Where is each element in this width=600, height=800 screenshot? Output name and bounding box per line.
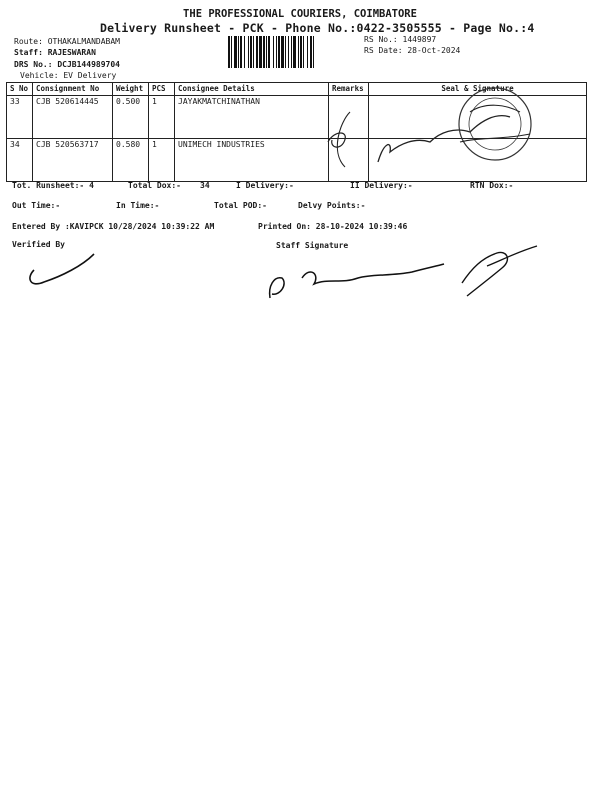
- col-header-weight: Weight: [113, 83, 149, 96]
- col-header-consignment: Consignment No: [33, 83, 113, 96]
- col-header-pcs: PCS: [149, 83, 175, 96]
- col-header-sno: S No: [7, 83, 33, 96]
- col-header-remarks: Remarks: [329, 83, 369, 96]
- rs-date: RS Date: 28-Oct-2024: [364, 46, 461, 55]
- total-dox-value: 34: [200, 181, 210, 190]
- drs-number: DRS No.: DCJB144989704: [14, 60, 120, 69]
- cell-weight: 0.580: [113, 139, 149, 182]
- staff-signature-label: Staff Signature: [276, 241, 349, 250]
- route-label: Route: OTHAKALMANDABAM: [14, 37, 120, 46]
- barcode: [228, 36, 356, 68]
- ii-delivery: II Delivery:-: [350, 181, 413, 190]
- verified-by-label: Verified By: [12, 240, 65, 249]
- i-delivery: I Delivery:-: [236, 181, 294, 190]
- cell-consignment: CJB 520563717: [33, 139, 113, 182]
- total-pod: Total POD:-: [214, 201, 267, 210]
- col-header-consignee: Consignee Details: [175, 83, 329, 96]
- rtn-dox: RTN Dox:-: [470, 181, 514, 190]
- company-title: THE PROFESSIONAL COURIERS, COIMBATORE: [183, 8, 417, 20]
- staff-signature-mark: [262, 238, 552, 308]
- seal-signature-mark: [320, 82, 580, 177]
- in-time: In Time:-: [116, 201, 160, 210]
- staff-label: Staff: RAJESWARAN: [14, 48, 96, 57]
- vehicle-label: Vehicle: EV Delivery: [20, 71, 117, 80]
- cell-sno: 33: [7, 96, 33, 139]
- entered-by: Entered By :KAVIPCK 10/28/2024 10:39:22 AM: [12, 222, 215, 231]
- rs-number: RS No.: 1449897: [364, 35, 437, 44]
- cell-weight: 0.500: [113, 96, 149, 139]
- cell-consignment: CJB 520614445: [33, 96, 113, 139]
- cell-sno: 34: [7, 139, 33, 182]
- printed-on: Printed On: 28-10-2024 10:39:46: [258, 222, 408, 231]
- delvy-points: Delvy Points:-: [298, 201, 366, 210]
- cell-consignee: UNIMECH INDUSTRIES: [175, 139, 329, 182]
- total-dox-label: Total Dox:-: [128, 181, 181, 190]
- tot-runsheet: Tot. Runsheet:- 4: [12, 181, 94, 190]
- cell-pcs: 1: [149, 139, 175, 182]
- cell-pcs: 1: [149, 96, 175, 139]
- cell-consignee: JAYAKMATCHINATHAN: [175, 96, 329, 139]
- col-header-seal: Seal & Signature: [369, 83, 587, 96]
- verified-signature-mark: [22, 252, 102, 292]
- runsheet-title: Delivery Runsheet - PCK - Phone No.:0422-3505555 - Page No.:4: [100, 21, 535, 35]
- out-time: Out Time:-: [12, 201, 61, 210]
